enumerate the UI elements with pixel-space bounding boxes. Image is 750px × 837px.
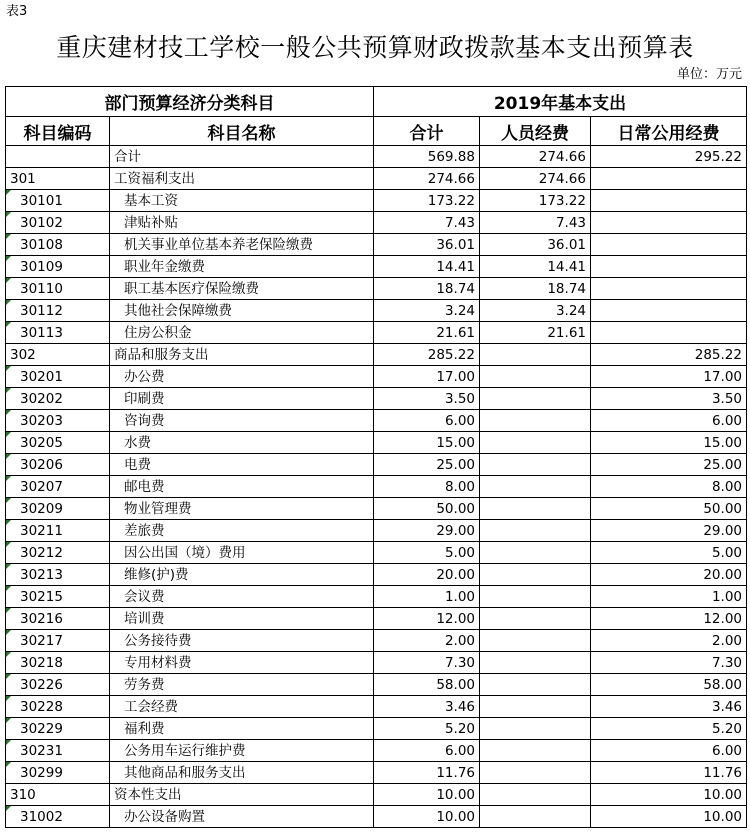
cell-total: 29.00: [374, 520, 480, 542]
cell-name: 邮电费: [110, 476, 374, 498]
cell-code: 30102: [6, 212, 110, 234]
unit-label: 单位：万元: [676, 67, 742, 82]
header-basic-expenditure-2019: 2019年基本支出: [374, 87, 747, 117]
table-row: [6, 432, 747, 454]
cell-staff-cost: [480, 476, 591, 498]
cell-staff-cost: 21.61: [480, 322, 591, 344]
cell-total: 36.01: [374, 234, 480, 256]
table-row: [6, 190, 747, 212]
cell-total: 18.74: [374, 278, 480, 300]
cell-code: 301: [6, 168, 110, 190]
cell-staff-cost: [480, 344, 591, 366]
cell-staff-cost: [480, 542, 591, 564]
cell-total: 15.00: [374, 432, 480, 454]
table-row: [6, 652, 747, 674]
cell-total: 274.66: [374, 168, 480, 190]
cell-daily-public-cost: 10.00: [591, 784, 747, 806]
table-row: [6, 696, 747, 718]
cell-code: 30213: [6, 564, 110, 586]
header-row-columns: [6, 117, 747, 146]
cell-total: 3.24: [374, 300, 480, 322]
table-row: [6, 366, 747, 388]
cell-daily-public-cost: 11.76: [591, 762, 747, 784]
cell-total: 173.22: [374, 190, 480, 212]
cell-total: 5.20: [374, 718, 480, 740]
cell-staff-cost: [480, 454, 591, 476]
cell-name: 水费: [110, 432, 374, 454]
header-code: 科目编码: [6, 117, 110, 146]
cell-staff-cost: 14.41: [480, 256, 591, 278]
cell-daily-public-cost: [591, 168, 747, 190]
cell-daily-public-cost: 6.00: [591, 740, 747, 762]
cell-code: 30229: [6, 718, 110, 740]
cell-total: 17.00: [374, 366, 480, 388]
cell-daily-public-cost: 3.50: [591, 388, 747, 410]
cell-name: 劳务费: [110, 674, 374, 696]
header-staff-cost: 人员经费: [480, 117, 591, 146]
cell-staff-cost: 274.66: [480, 168, 591, 190]
table-row: [6, 388, 747, 410]
cell-staff-cost: [480, 498, 591, 520]
cell-code: 30216: [6, 608, 110, 630]
cell-staff-cost: 7.43: [480, 212, 591, 234]
cell-code: 30218: [6, 652, 110, 674]
cell-staff-cost: 36.01: [480, 234, 591, 256]
cell-staff-cost: [480, 762, 591, 784]
cell-total: 3.50: [374, 388, 480, 410]
cell-name: 工会经费: [110, 696, 374, 718]
cell-staff-cost: 173.22: [480, 190, 591, 212]
cell-total: 3.46: [374, 696, 480, 718]
cell-daily-public-cost: [591, 190, 747, 212]
cell-code: 30101: [6, 190, 110, 212]
table-row: [6, 630, 747, 652]
cell-code: 30206: [6, 454, 110, 476]
cell-total: 8.00: [374, 476, 480, 498]
cell-name: 咨询费: [110, 410, 374, 432]
cell-name: 物业管理费: [110, 498, 374, 520]
cell-daily-public-cost: [591, 212, 747, 234]
cell-name: 电费: [110, 454, 374, 476]
cell-code: 30226: [6, 674, 110, 696]
cell-total: 5.00: [374, 542, 480, 564]
header-name: 科目名称: [110, 117, 374, 146]
table-row: [6, 498, 747, 520]
cell-daily-public-cost: 5.20: [591, 718, 747, 740]
cell-total: 2.00: [374, 630, 480, 652]
cell-total: 569.88: [374, 146, 480, 168]
cell-total: 7.30: [374, 652, 480, 674]
cell-staff-cost: [480, 366, 591, 388]
cell-name: 因公出国（境）费用: [110, 542, 374, 564]
cell-total: 6.00: [374, 740, 480, 762]
cell-name: 津贴补贴: [110, 212, 374, 234]
cell-daily-public-cost: 8.00: [591, 476, 747, 498]
cell-name: 公务用车运行维护费: [110, 740, 374, 762]
cell-name: 基本工资: [110, 190, 374, 212]
cell-name: 职工基本医疗保险缴费: [110, 278, 374, 300]
table-row: [6, 608, 747, 630]
table-row: [6, 806, 747, 828]
cell-name: 其他商品和服务支出: [110, 762, 374, 784]
cell-daily-public-cost: 3.46: [591, 696, 747, 718]
cell-code: 30207: [6, 476, 110, 498]
cell-staff-cost: [480, 674, 591, 696]
cell-daily-public-cost: 7.30: [591, 652, 747, 674]
cell-code: 30110: [6, 278, 110, 300]
cell-name: 其他社会保障缴费: [110, 300, 374, 322]
cell-daily-public-cost: 50.00: [591, 498, 747, 520]
cell-daily-public-cost: 285.22: [591, 344, 747, 366]
cell-staff-cost: [480, 586, 591, 608]
cell-code: 30202: [6, 388, 110, 410]
cell-code: 30299: [6, 762, 110, 784]
cell-staff-cost: [480, 410, 591, 432]
cell-name: 公务接待费: [110, 630, 374, 652]
cell-daily-public-cost: 25.00: [591, 454, 747, 476]
table-row: [6, 520, 747, 542]
cell-code: 30209: [6, 498, 110, 520]
cell-daily-public-cost: 15.00: [591, 432, 747, 454]
cell-daily-public-cost: [591, 256, 747, 278]
cell-code: 30108: [6, 234, 110, 256]
cell-name: 培训费: [110, 608, 374, 630]
cell-code: 310: [6, 784, 110, 806]
cell-staff-cost: [480, 696, 591, 718]
cell-total: 7.43: [374, 212, 480, 234]
cell-code: 30215: [6, 586, 110, 608]
cell-total: 10.00: [374, 806, 480, 828]
cell-staff-cost: [480, 388, 591, 410]
cell-total: 10.00: [374, 784, 480, 806]
table-row: [6, 322, 747, 344]
cell-total: 58.00: [374, 674, 480, 696]
cell-name: 差旅费: [110, 520, 374, 542]
cell-code: 30217: [6, 630, 110, 652]
cell-name: 合计: [110, 146, 374, 168]
table-body: [6, 146, 747, 828]
cell-name: 专用材料费: [110, 652, 374, 674]
table-row: [6, 234, 747, 256]
cell-code: 30228: [6, 696, 110, 718]
cell-code: 30211: [6, 520, 110, 542]
table-row: [6, 586, 747, 608]
cell-daily-public-cost: 10.00: [591, 806, 747, 828]
cell-daily-public-cost: 17.00: [591, 366, 747, 388]
cell-name: 维修(护)费: [110, 564, 374, 586]
cell-code: 30201: [6, 366, 110, 388]
cell-code: 30231: [6, 740, 110, 762]
cell-staff-cost: [480, 520, 591, 542]
cell-total: 6.00: [374, 410, 480, 432]
table-row: [6, 718, 747, 740]
header-row-group: [6, 87, 747, 117]
cell-daily-public-cost: 5.00: [591, 542, 747, 564]
document-title: 重庆建材技工学校一般公共预算财政拨款基本支出预算表: [56, 33, 694, 62]
cell-name: 会议费: [110, 586, 374, 608]
cell-code: 30109: [6, 256, 110, 278]
cell-daily-public-cost: 12.00: [591, 608, 747, 630]
cell-name: 印刷费: [110, 388, 374, 410]
cell-total: 14.41: [374, 256, 480, 278]
table-row: [6, 168, 747, 190]
cell-staff-cost: [480, 652, 591, 674]
table-row: [6, 784, 747, 806]
cell-name: 职业年金缴费: [110, 256, 374, 278]
cell-name: 住房公积金: [110, 322, 374, 344]
table-row: [6, 762, 747, 784]
cell-code: 30205: [6, 432, 110, 454]
header-economic-classification: 部门预算经济分类科目: [6, 87, 374, 117]
cell-name: 商品和服务支出: [110, 344, 374, 366]
cell-total: 12.00: [374, 608, 480, 630]
table-row: [6, 212, 747, 234]
cell-daily-public-cost: [591, 300, 747, 322]
cell-code: 30112: [6, 300, 110, 322]
table-row: [6, 542, 747, 564]
cell-name: 福利费: [110, 718, 374, 740]
cell-staff-cost: [480, 564, 591, 586]
cell-total: 285.22: [374, 344, 480, 366]
cell-daily-public-cost: [591, 234, 747, 256]
cell-daily-public-cost: 20.00: [591, 564, 747, 586]
table-row: [6, 410, 747, 432]
cell-daily-public-cost: 58.00: [591, 674, 747, 696]
cell-total: 20.00: [374, 564, 480, 586]
cell-name: 资本性支出: [110, 784, 374, 806]
cell-daily-public-cost: 295.22: [591, 146, 747, 168]
cell-total: 11.76: [374, 762, 480, 784]
header-daily-public-cost: 日常公用经费: [591, 117, 747, 146]
cell-daily-public-cost: 6.00: [591, 410, 747, 432]
table-row: [6, 300, 747, 322]
table-row: [6, 146, 747, 168]
cell-daily-public-cost: [591, 322, 747, 344]
cell-staff-cost: [480, 718, 591, 740]
cell-code: 302: [6, 344, 110, 366]
cell-staff-cost: 274.66: [480, 146, 591, 168]
cell-code: 30203: [6, 410, 110, 432]
cell-staff-cost: 3.24: [480, 300, 591, 322]
cell-daily-public-cost: [591, 278, 747, 300]
cell-staff-cost: [480, 608, 591, 630]
table-row: [6, 256, 747, 278]
cell-code: 31002: [6, 806, 110, 828]
table-row: [6, 564, 747, 586]
cell-name: 办公设备购置: [110, 806, 374, 828]
cell-code: [6, 146, 110, 168]
cell-name: 办公费: [110, 366, 374, 388]
cell-total: 1.00: [374, 586, 480, 608]
cell-staff-cost: 18.74: [480, 278, 591, 300]
cell-total: 50.00: [374, 498, 480, 520]
table-row: [6, 344, 747, 366]
table-row: [6, 674, 747, 696]
cell-total: 21.61: [374, 322, 480, 344]
cell-daily-public-cost: 29.00: [591, 520, 747, 542]
cell-staff-cost: [480, 432, 591, 454]
cell-name: 机关事业单位基本养老保险缴费: [110, 234, 374, 256]
cell-daily-public-cost: 2.00: [591, 630, 747, 652]
cell-total: 25.00: [374, 454, 480, 476]
cell-staff-cost: [480, 806, 591, 828]
header-total: 合计: [374, 117, 480, 146]
cell-code: 30113: [6, 322, 110, 344]
table-row: [6, 454, 747, 476]
cell-staff-cost: [480, 784, 591, 806]
cell-daily-public-cost: 1.00: [591, 586, 747, 608]
table-row: [6, 740, 747, 762]
cell-staff-cost: [480, 740, 591, 762]
cell-code: 30212: [6, 542, 110, 564]
table-row: [6, 476, 747, 498]
budget-table: [5, 86, 747, 828]
table-number: 表3: [6, 4, 28, 19]
cell-staff-cost: [480, 630, 591, 652]
table-row: [6, 278, 747, 300]
cell-name: 工资福利支出: [110, 168, 374, 190]
